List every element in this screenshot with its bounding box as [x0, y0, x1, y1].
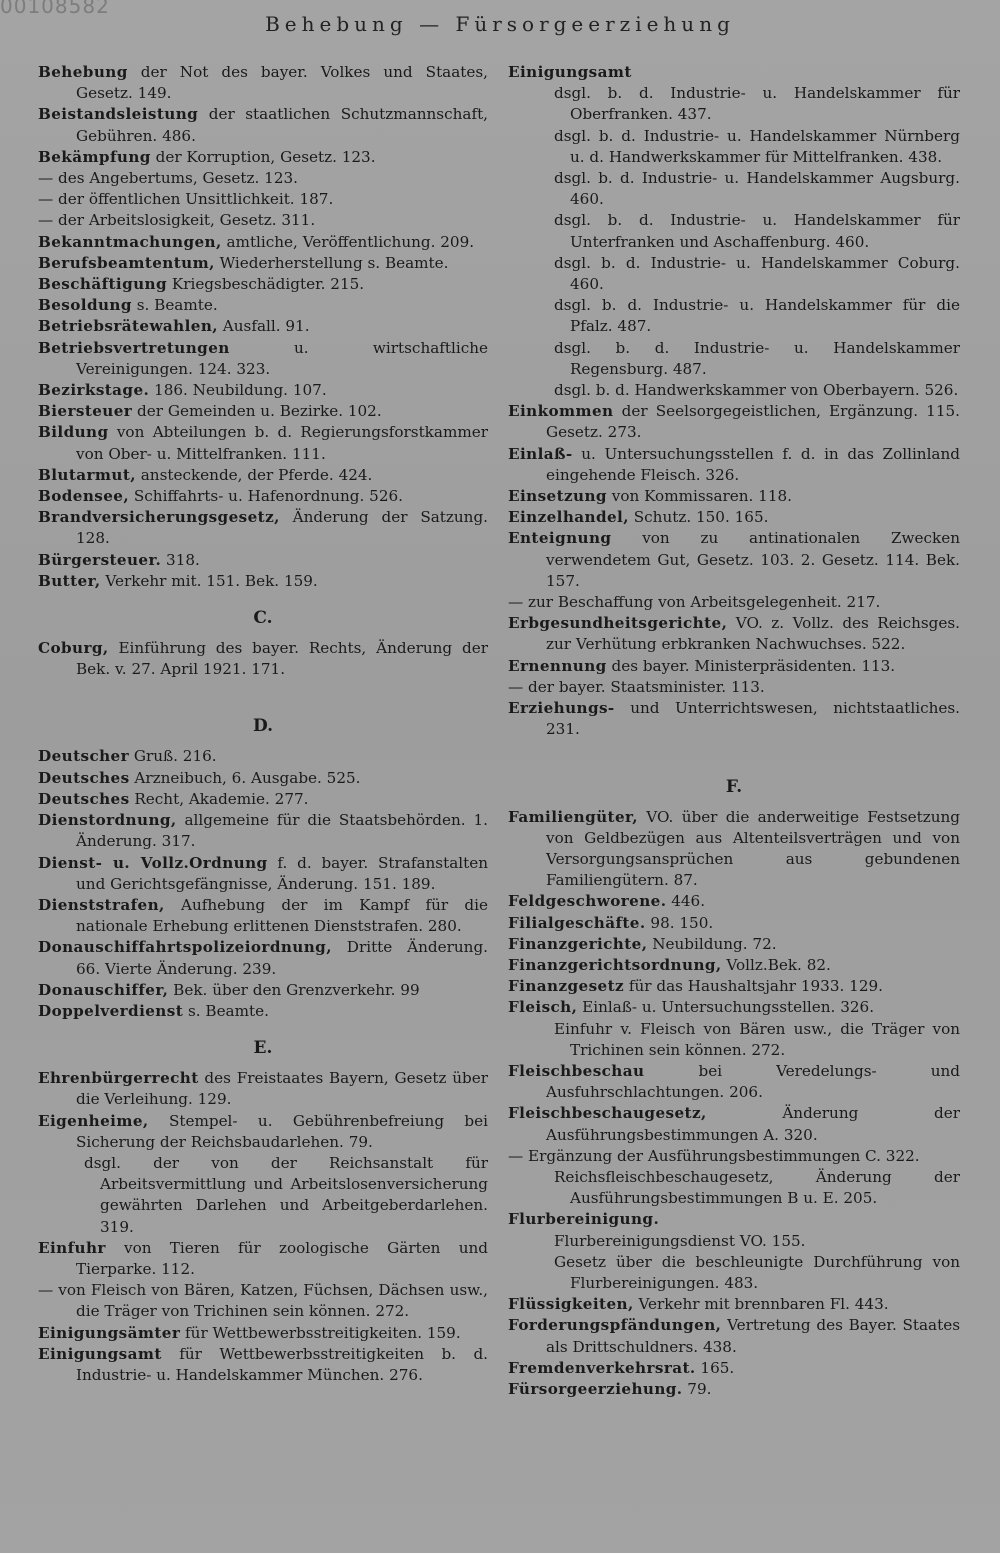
entry-text: Gruß. 216.: [129, 747, 217, 766]
entry-text: 318.: [161, 550, 200, 569]
index-entry: [508, 338, 960, 380]
entry-text: Stempel- u. Gebührenbefreiung bei Sicherung der Reichsbaudarlehen. 79.: [76, 1111, 488, 1151]
entry-keyword: Bildung: [38, 423, 109, 442]
index-entry: [38, 465, 488, 486]
index-entry: [38, 168, 488, 189]
entry-text: 186. Neubildung. 107.: [149, 381, 327, 400]
entry-keyword: Donauschiffahrtspolizeiordnung,: [38, 938, 332, 957]
entry-text: dsgl. b. d. Handwerkskammer von Oberbayern. 526.: [554, 381, 959, 400]
entry-keyword: Beistandsleistung: [38, 105, 199, 124]
index-entry: [508, 1358, 960, 1379]
entry-keyword: Finanzgerichtsordnung,: [508, 955, 722, 974]
index-entry: [508, 592, 960, 613]
entry-text: Recht, Akademie. 277.: [129, 789, 309, 808]
index-entry: [38, 147, 488, 168]
index-entry: [508, 997, 960, 1018]
entry-text: — von Fleisch von Bären, Katzen, Füchsen, Dächsen usw., die Träger von Trichinen sein können. 272.: [38, 1281, 488, 1321]
index-entry: [508, 1252, 960, 1294]
entry-keyword: Biersteuer: [38, 402, 133, 421]
entry-text: s. Beamte.: [131, 296, 218, 315]
entry-text: von Tieren für zoologische Gärten und Tierparke. 112.: [76, 1238, 488, 1278]
entry-keyword: Besoldung: [38, 296, 132, 315]
index-entry: [38, 853, 488, 895]
entry-text: für Wettbewerbsstreitigkeiten. 159.: [180, 1323, 461, 1342]
entry-text: — zur Beschaffung von Arbeitsgelegenheit. 217.: [508, 593, 881, 612]
entry-keyword: Familiengüter,: [508, 807, 638, 826]
entry-text: dsgl. b. d. Industrie- u. Handelskammer Augsburg. 460.: [554, 169, 960, 209]
entry-text: bei Veredelungs- und Ausfuhrschlachtungen. 206.: [546, 1061, 960, 1102]
section-letter: F.: [725, 776, 743, 797]
entry-keyword: Forderungspfändungen,: [508, 1316, 722, 1335]
entry-keyword: Eigenheime,: [38, 1111, 149, 1130]
entry-keyword: Ehrenbürgerrecht: [38, 1069, 199, 1088]
index-entry: [38, 1111, 488, 1153]
entry-text: amtliche, Veröffentlichung. 209.: [221, 232, 475, 251]
index-entry: [508, 507, 960, 528]
index-entry: [38, 104, 488, 146]
entry-text: — der Arbeitslosigkeit, Gesetz. 311.: [38, 211, 316, 230]
entry-keyword: Bürgersteuer.: [38, 550, 162, 569]
entry-text: Änderung der Ausführungsbestimmungen A. 320.: [546, 1104, 960, 1144]
index-entry: [38, 746, 488, 767]
index-entry: [508, 210, 960, 252]
index-entry: [508, 401, 960, 443]
index-entry: [508, 613, 960, 655]
entry-text: 446.: [666, 892, 706, 911]
entry-keyword: Einlaß-: [508, 444, 573, 463]
entry-keyword: Filialgeschäfte.: [508, 913, 646, 932]
index-entry: [38, 980, 488, 1001]
index-entry: [508, 126, 960, 168]
entry-text: Bek. über den Grenzverkehr. 99: [168, 980, 420, 999]
entry-text: 79.: [682, 1379, 712, 1398]
entry-text: und Unterrichtswesen, nichtstaatliches. 231.: [546, 699, 960, 739]
entry-text: von zu antinationalen Zwecken verwendetem Gut, Gesetz. 103. 2. Gesetz. 114. Bek. 157.: [546, 529, 960, 590]
entry-keyword: Deutscher: [38, 747, 129, 766]
index-entry: [508, 1231, 960, 1252]
entry-text: Neubildung. 72.: [647, 934, 777, 953]
entry-keyword: Blutarmut,: [38, 465, 136, 484]
entry-text: dsgl. b. d. Industrie- u. Handelskammer für Unterfranken und Aschaffenburg. 460.: [554, 211, 960, 251]
entry-keyword: Beschäftigung: [38, 275, 168, 294]
index-entry: [508, 807, 960, 892]
entry-text: allgemeine für die Staatsbehörden. 1. Änderung. 317.: [76, 811, 488, 851]
entry-keyword: Dienst- u. Vollz.Ordnung: [38, 853, 268, 872]
index-entry: [38, 338, 488, 380]
index-entry: [38, 638, 488, 680]
index-entry: [508, 1209, 960, 1230]
entry-text: — der bayer. Staatsminister. 113.: [508, 677, 765, 696]
entry-text: Schiffahrts- u. Hafenordnung. 526.: [129, 487, 403, 506]
index-entry: [508, 913, 960, 934]
section-letter: C.: [253, 608, 273, 629]
entry-keyword: Bezirkstage.: [38, 381, 150, 400]
index-entry: [508, 83, 960, 125]
entry-text: 165.: [695, 1358, 735, 1377]
entry-keyword: Erbgesundheitsgerichte,: [508, 614, 728, 633]
entry-text: — des Angebertums, Gesetz. 123.: [38, 169, 298, 188]
entry-text: 98. 150.: [645, 913, 714, 932]
entry-keyword: Butter,: [38, 571, 101, 590]
index-entry: [38, 210, 488, 231]
entry-keyword: Bekämpfung: [38, 147, 151, 166]
entry-keyword: Fleisch,: [508, 998, 578, 1017]
index-entry: [38, 401, 488, 422]
entry-text: dsgl. b. d. Industrie- u. Handelskammer für Oberfranken. 437.: [554, 84, 960, 124]
entry-keyword: Donauschiffer,: [38, 980, 169, 999]
entry-text: Verkehr mit. 151. Bek. 159.: [100, 571, 318, 590]
index-entry: [38, 768, 488, 789]
entry-text: Dritte Änderung. 66. Vierte Änderung. 239.: [76, 938, 488, 978]
index-entry: [508, 1294, 960, 1315]
index-entry: [508, 955, 960, 976]
entry-text: von Abteilungen b. d. Regierungsforstkammer von Ober- u. Mittelfranken. 111.: [76, 423, 488, 463]
index-entry: [508, 1315, 960, 1357]
index-entry: [38, 422, 488, 464]
entry-text: Flurbereinigungsdienst VO. 155.: [554, 1231, 806, 1250]
index-entry: [38, 810, 488, 852]
index-entry: [38, 486, 488, 507]
entry-keyword: Berufsbeamtentum,: [38, 253, 215, 272]
entry-text: u. wirtschaftliche Vereinigungen. 124. 323.: [76, 338, 488, 378]
entry-keyword: Finanzgesetz: [508, 977, 625, 996]
index-entry: [38, 1001, 488, 1022]
entry-text: ansteckende, der Pferde. 424.: [135, 465, 373, 484]
entry-keyword: Betriebsrätewahlen,: [38, 317, 218, 336]
entry-text: der Korruption, Gesetz. 123.: [150, 147, 376, 166]
entry-text: f. d. bayer. Strafanstalten und Gerichtsgefängnisse, Änderung. 151. 189.: [76, 853, 488, 893]
index-entry: [508, 677, 960, 698]
index-entry: [38, 232, 488, 253]
index-entry: [508, 486, 960, 507]
entry-keyword: Dienstordnung,: [38, 811, 177, 830]
entry-keyword: Bekanntmachungen,: [38, 232, 222, 251]
index-entry: [38, 550, 488, 571]
index-entry: [38, 1068, 488, 1110]
entry-text: Vollz.Bek. 82.: [721, 955, 831, 974]
entry-text: Aufhebung der im Kampf für die nationale Erhebung erlittenen Dienststrafen. 280.: [76, 895, 488, 936]
entry-text: u. Untersuchungsstellen f. d. in das Zollinland eingehende Fleisch. 326.: [546, 444, 960, 484]
index-entry: [38, 789, 488, 810]
index-entry: [38, 571, 488, 592]
entry-text: Einführung des bayer. Rechts, Änderung der Bek. v. 27. April 1921. 171.: [76, 639, 488, 679]
entry-text: der Gemeinden u. Bezirke. 102.: [132, 402, 382, 421]
entry-text: VO. z. Vollz. des Reichsges. zur Verhütung erbkranken Nachwuchses. 522.: [546, 614, 960, 654]
index-entry: [508, 1146, 960, 1167]
entry-keyword: Coburg,: [38, 639, 109, 658]
entry-keyword: Einsetzung: [508, 487, 607, 506]
entry-text: dsgl. b. d. Industrie- u. Handelskammer Regensburg. 487.: [554, 338, 960, 378]
index-entry: [38, 507, 488, 549]
entry-text: Ausfall. 91.: [217, 317, 310, 336]
entry-keyword: Betriebsvertretungen: [38, 338, 230, 357]
entry-text: der Not des bayer. Volkes und Staates, Gesetz. 149.: [76, 63, 488, 103]
entry-keyword: Einigungsamt: [38, 1344, 162, 1363]
entry-text: Verkehr mit brennbaren Fl. 443.: [633, 1295, 889, 1314]
left-column: [38, 62, 488, 1386]
entry-text: des Freistaates Bayern, Gesetz über die Verleihung. 129.: [76, 1069, 488, 1109]
entry-text: s. Beamte.: [183, 1001, 269, 1020]
entry-text: Kriegsbeschädigter. 215.: [167, 275, 365, 294]
index-entry: [508, 380, 960, 401]
index-entry: [508, 1019, 960, 1061]
index-entry: [508, 62, 960, 83]
entry-text: Vertretung des Bayer. Staates als Drittschuldners. 438.: [546, 1316, 960, 1356]
entry-text: dsgl. b. d. Industrie- u. Handelskammer Nürnberg u. d. Handwerkskammer für Mittelfranken. 438.: [554, 126, 960, 166]
entry-keyword: Fremdenverkehrsrat.: [508, 1358, 696, 1377]
index-entry: [508, 168, 960, 210]
index-entry: [38, 295, 488, 316]
entry-keyword: Ernennung: [508, 656, 607, 675]
index-entry: [38, 1153, 488, 1238]
entry-text: Änderung der Satzung. 128.: [76, 508, 488, 548]
entry-text: dsgl. b. d. Industrie- u. Handelskammer für die Pfalz. 487.: [554, 296, 960, 336]
index-entry: [508, 1167, 960, 1209]
entry-text: des bayer. Ministerpräsidenten. 113.: [606, 656, 896, 675]
entry-keyword: Deutsches: [38, 768, 130, 787]
entry-keyword: Fürsorgeerziehung.: [508, 1379, 683, 1398]
right-column: [508, 62, 960, 1400]
index-entry: [38, 1344, 488, 1386]
index-entry: [38, 937, 488, 979]
entry-keyword: Deutsches: [38, 789, 130, 808]
entry-text: VO. über die anderweitige Festsetzung von Geldbezügen aus Altenteilsverträgen und von Versorgungsansprüchen aus gebundenen Familiengütern. 87.: [546, 807, 960, 890]
entry-text: von Kommissaren. 118.: [606, 487, 792, 506]
index-entry: [38, 1280, 488, 1322]
entry-text: für das Haushaltsjahr 1933. 129.: [624, 977, 883, 996]
entry-keyword: Brandversicherungsgesetz,: [38, 508, 280, 527]
entry-text: dsgl. b. d. Industrie- u. Handelskammer Coburg. 460.: [554, 253, 960, 294]
entry-keyword: Einigungsamt: [508, 63, 632, 81]
entry-text: Einfuhr v. Fleisch von Bären usw., die Träger von Trichinen sein können. 272.: [554, 1019, 960, 1059]
index-entry: [38, 895, 488, 937]
index-entry: [508, 253, 960, 295]
entry-text: Einlaß- u. Untersuchungsstellen. 326.: [577, 998, 875, 1017]
index-entry: [508, 934, 960, 955]
entry-text: dsgl. der von der Reichsanstalt für Arbeitsvermittlung und Arbeitslosenversicherung gewährten Darlehen und Arbeitgeberdarlehen. 319.: [84, 1153, 488, 1236]
index-entry: [508, 656, 960, 677]
index-entry: [508, 976, 960, 997]
entry-keyword: Fleischbeschau: [508, 1061, 645, 1080]
entry-keyword: Doppelverdienst: [38, 1001, 184, 1020]
entry-keyword: Bodensee,: [38, 487, 130, 506]
entry-keyword: Enteignung: [508, 529, 612, 548]
entry-text: — der öffentlichen Unsittlichkeit. 187.: [38, 190, 334, 209]
index-entry: [508, 1061, 960, 1103]
index-entry: [508, 698, 960, 740]
entry-keyword: Einigungsämter: [38, 1323, 181, 1342]
index-entry: [38, 316, 488, 337]
entry-keyword: Finanzgerichte,: [508, 934, 648, 953]
entry-keyword: Flüssigkeiten,: [508, 1295, 634, 1314]
entry-text: — Ergänzung der Ausführungsbestimmungen C. 322.: [508, 1146, 920, 1165]
scan-id: 00108582: [0, 0, 110, 18]
entry-text: Arzneibuch, 6. Ausgabe. 525.: [129, 768, 361, 787]
entry-text: Wiederherstellung s. Beamte.: [214, 253, 449, 272]
entry-keyword: Feldgeschworene.: [508, 892, 667, 911]
index-entry: [38, 62, 488, 104]
entry-keyword: Erziehungs-: [508, 699, 615, 718]
section-letter: E.: [253, 1038, 273, 1059]
entry-text: Gesetz über die beschleunigte Durchführung von Flurbereinigungen. 483.: [554, 1252, 960, 1292]
running-head: Behebung — Fürsorgeerziehung: [265, 12, 735, 36]
index-entry: [38, 1323, 488, 1344]
index-entry: [38, 253, 488, 274]
section-letter: D.: [252, 716, 274, 737]
entry-keyword: Einzelhandel,: [508, 508, 629, 527]
entry-text: für Wettbewerbsstreitigkeiten b. d. Industrie- u. Handelskammer München. 276.: [76, 1344, 488, 1384]
index-entry: [38, 274, 488, 295]
index-entry: [508, 1103, 960, 1145]
entry-keyword: Fleischbeschaugesetz,: [508, 1104, 707, 1123]
entry-text: Schutz. 150. 165.: [628, 508, 769, 527]
entry-keyword: Dienststrafen,: [38, 895, 165, 914]
entry-keyword: Flurbereinigung.: [508, 1210, 660, 1229]
index-entry: [508, 444, 960, 486]
entry-keyword: Einfuhr: [38, 1238, 106, 1257]
index-entry: [38, 380, 488, 401]
index-entry: [38, 189, 488, 210]
entry-keyword: Einkommen: [508, 402, 614, 421]
index-entry: [508, 891, 960, 912]
entry-text: der Seelsorgegeistlichen, Ergänzung. 115. Gesetz. 273.: [546, 402, 960, 442]
index-entry: [508, 528, 960, 592]
entry-text: der staatlichen Schutzmannschaft, Gebühren. 486.: [76, 105, 488, 145]
entry-text: Reichsfleischbeschaugesetz, Änderung der Ausführungsbestimmungen B u. E. 205.: [554, 1167, 960, 1208]
index-entry: [508, 1379, 960, 1400]
entry-keyword: Behebung: [38, 63, 128, 81]
index-entry: [508, 295, 960, 337]
index-entry: [38, 1238, 488, 1280]
